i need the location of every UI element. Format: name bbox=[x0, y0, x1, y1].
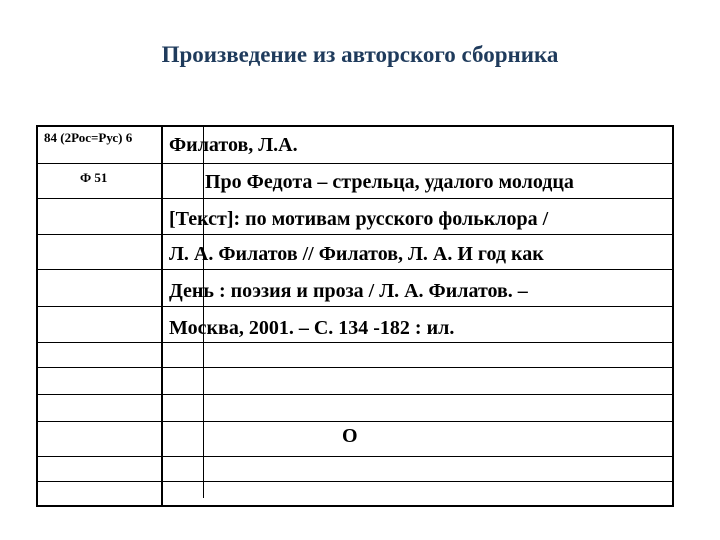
index-code: 84 (2Рос=Рус) 6 bbox=[44, 130, 133, 145]
card-rule bbox=[37, 367, 673, 368]
card-margin-line bbox=[203, 126, 204, 498]
card-rule bbox=[37, 394, 673, 395]
card-rule bbox=[37, 234, 673, 235]
description-line: Москва, 2001. – С. 134 -182 : ил. bbox=[169, 317, 455, 339]
card-rule bbox=[37, 198, 673, 199]
description-line: [Текст]: по мотивам русского фольклора / bbox=[169, 208, 549, 230]
card-column-divider bbox=[161, 126, 163, 506]
description-line: Филатов, Л.А. bbox=[169, 134, 298, 156]
description-line: День : поэзия и проза / Л. А. Филатов. – bbox=[169, 280, 528, 302]
card-rule bbox=[37, 342, 673, 343]
page-title: Произведение из авторского сборника bbox=[161, 42, 559, 67]
card-rule bbox=[37, 163, 673, 164]
description-line: Про Федота – стрельца, удалого молодца bbox=[205, 171, 574, 193]
card-rule bbox=[37, 306, 673, 307]
card-hole-mark: О bbox=[342, 425, 358, 447]
card-rule bbox=[37, 269, 673, 270]
author-sign: Ф 51 bbox=[80, 170, 108, 185]
description-line: Л. А. Филатов // Филатов, Л. А. И год как bbox=[169, 243, 544, 265]
card-rule bbox=[37, 456, 673, 457]
card-rule bbox=[37, 421, 673, 422]
card-rule bbox=[37, 481, 673, 482]
